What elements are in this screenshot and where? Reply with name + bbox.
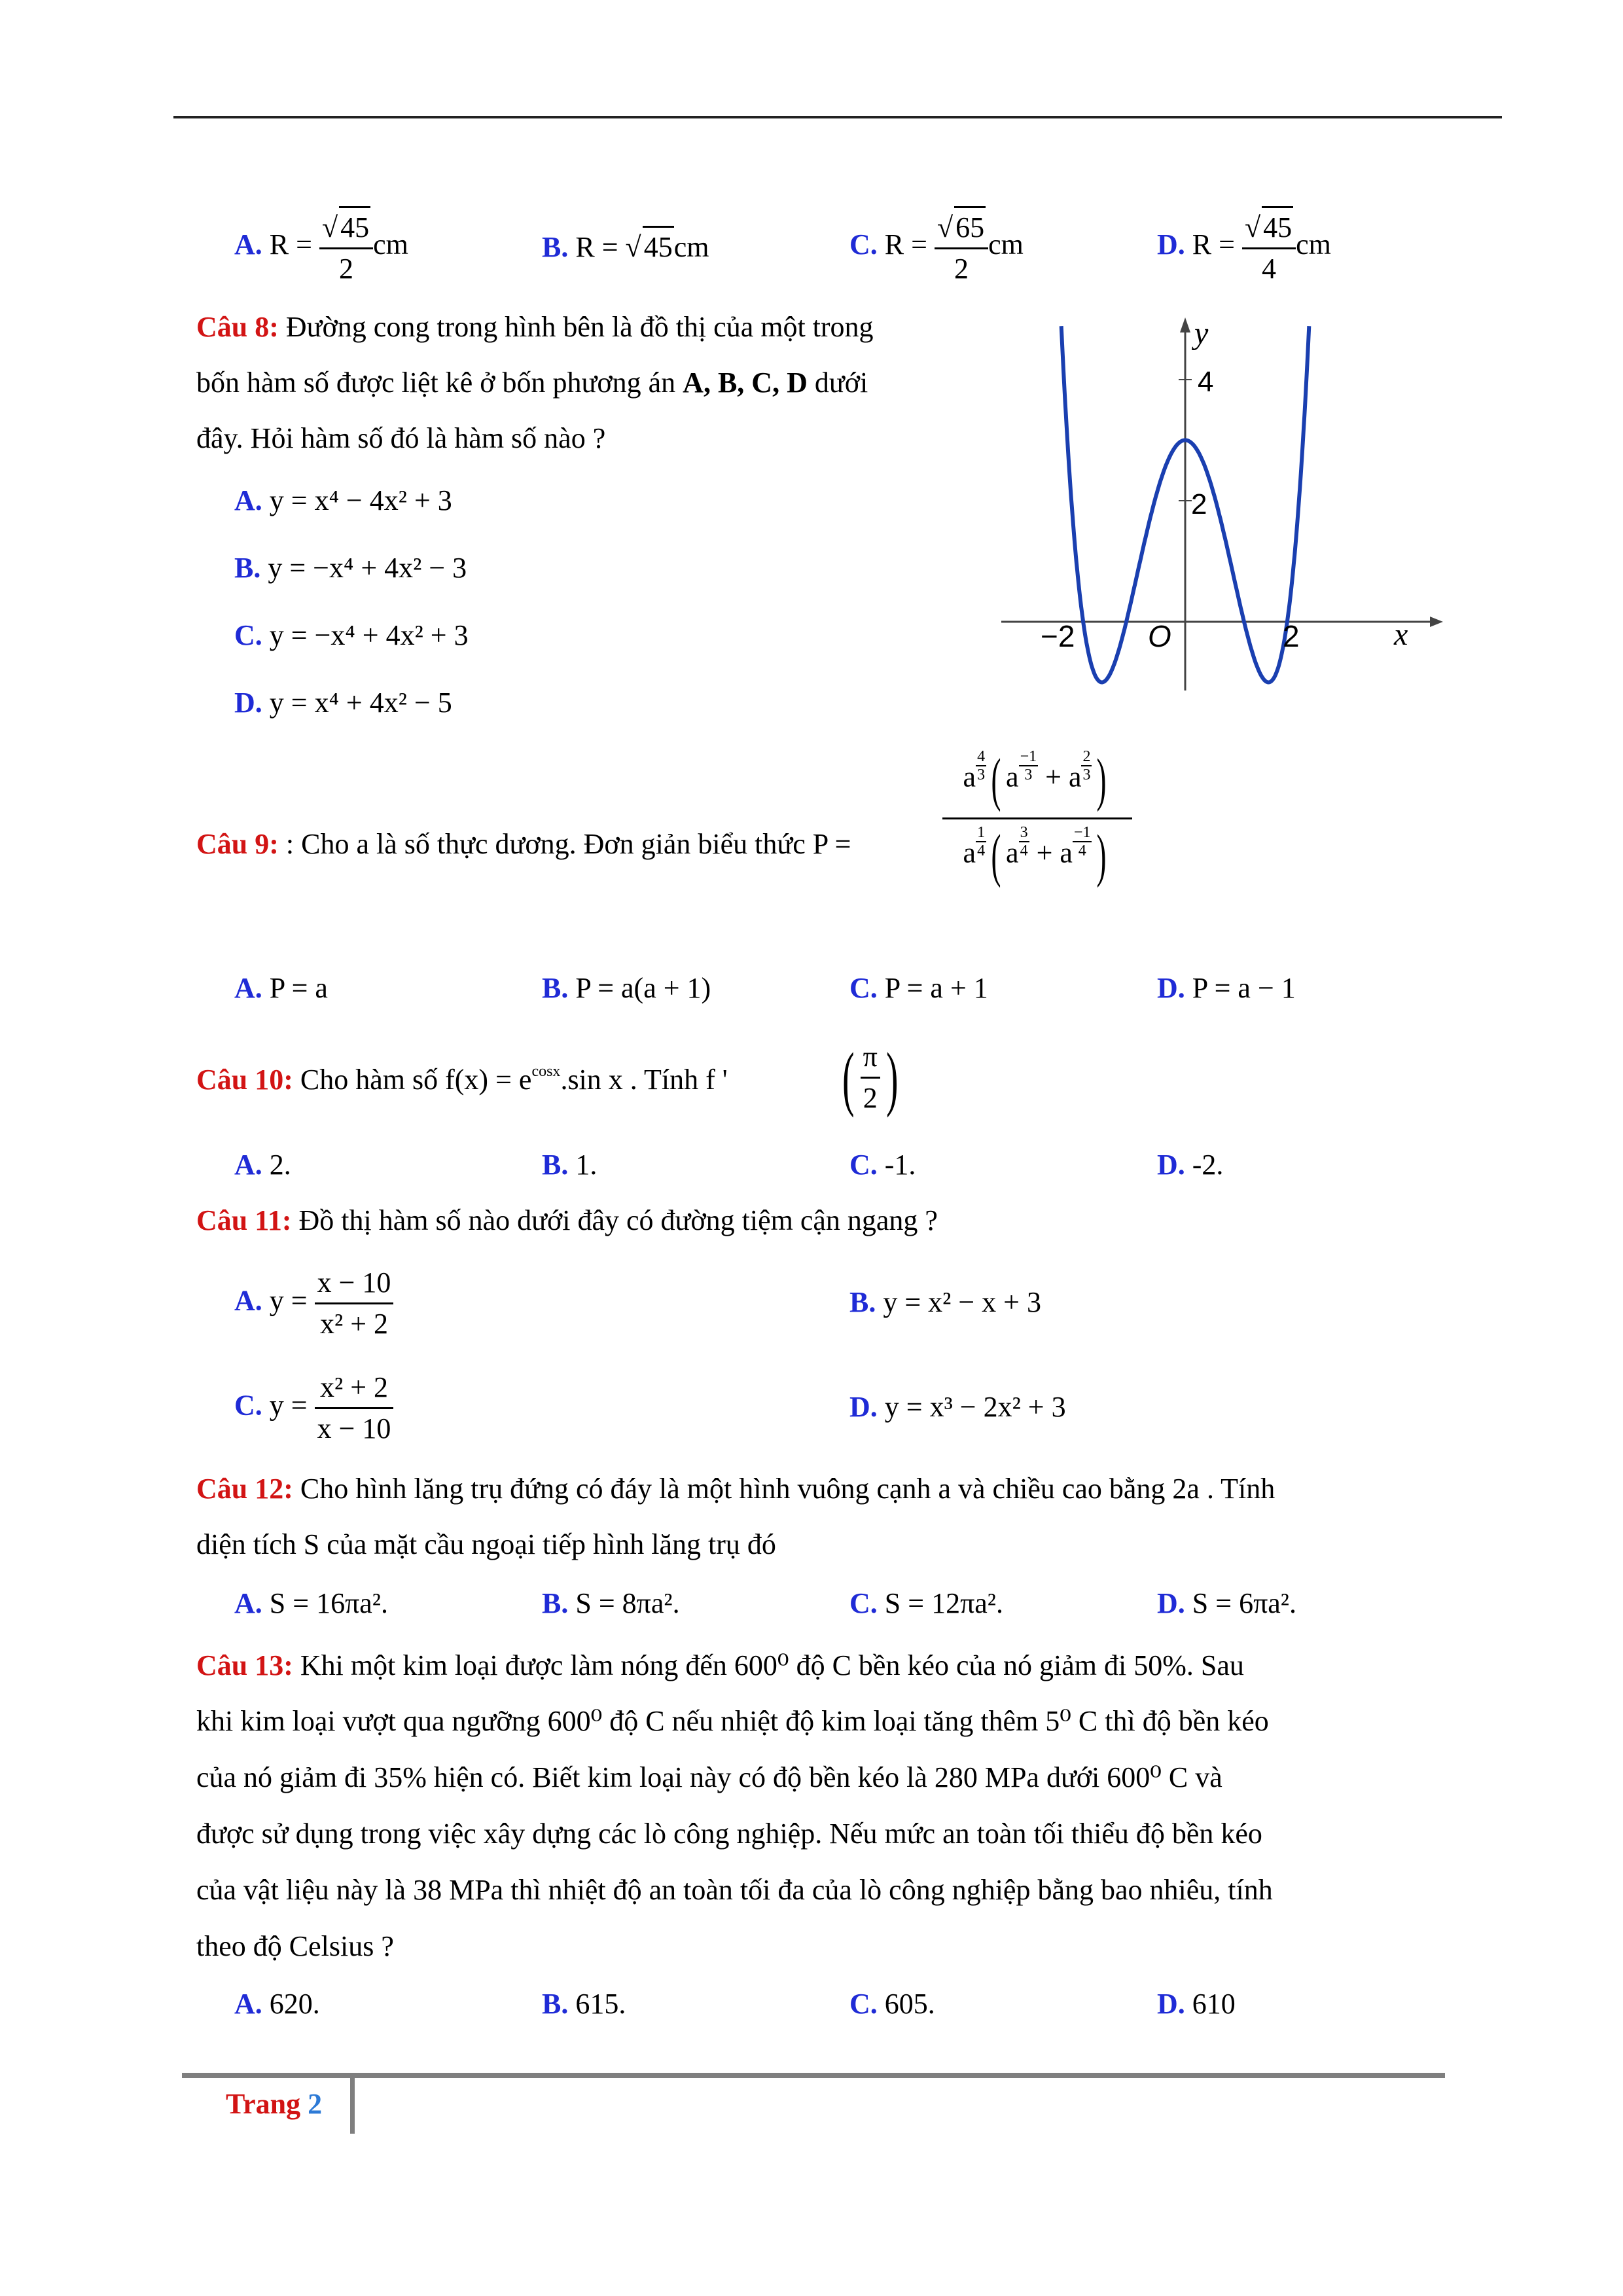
tick-label-4: 4 — [1198, 366, 1214, 398]
origin-label: O — [1148, 619, 1171, 653]
x-axis-arrow — [1430, 617, 1443, 627]
q11-text: Câu 11: Đồ thị hàm số nào dưới đây có đường tiệm cận ngang ? — [196, 1204, 938, 1236]
q11-option-c: C. y = $\frac{\text{x² + 2}}{x - 10}$ — [234, 1368, 393, 1448]
header-rule — [173, 116, 1502, 118]
q10-option-b: B. 1. — [542, 1149, 597, 1181]
q12-option-a: A. S = 16πa². — [234, 1587, 389, 1619]
q13-line5: của vật liệu này là 38 MPa thì nhiệt độ an toàn tối đa của lò công nghiệp bằng bao nhiêu, tính — [196, 1874, 1273, 1906]
tick-label-neg2: −2 — [1041, 619, 1075, 653]
q9-text: Câu 9: : Cho a là số thực dương. Đơn giản biểu thức P = — [196, 828, 851, 860]
q13-line4: được sử dụng trong việc xây dựng các lò công nghiệp. Nếu mức an toàn tối thiểu độ bền kéo — [196, 1818, 1262, 1850]
q8-option-d: D. y = x⁴ + 4x² − 5 — [234, 687, 452, 719]
q8-graph — [1001, 314, 1446, 694]
tick-label-2x: 2 — [1283, 619, 1300, 653]
q12-line1: Câu 12: Cho hình lăng trụ đứng có đáy là một hình vuông cạnh a và chiều cao bằng 2a . Tính — [196, 1473, 1275, 1505]
q12-option-d: D. S = 6πa². — [1157, 1587, 1297, 1619]
footer-rule — [182, 2073, 1445, 2078]
q7-option-a: A. R = $\frac{√45}{2}$ cm — [234, 206, 408, 289]
q7-option-b: B. R = √45cm — [542, 226, 709, 267]
q13-option-d: D. 610 — [1157, 1988, 1236, 2020]
q10-option-c: C. -1. — [849, 1149, 916, 1181]
q12-option-b: B. S = 8πa². — [542, 1587, 680, 1619]
x-axis-label: x — [1394, 617, 1408, 652]
q9-expression: a $\frac{4}{3}$ ( a $\frac{-1}{3}$ + a $\frac{2}{3}$ ) a $\frac{1}{4}$ ( a $\frac{3}{4}$ + a $\frac{-1}{4}$ ) — [942, 746, 1132, 889]
q11-option-a: A. y = $\frac{x - 10}{\text{x² + 2}}$ — [234, 1263, 393, 1344]
footer-divider — [350, 2078, 355, 2134]
q10-option-a: A. 2. — [234, 1149, 291, 1181]
q7-option-d: D. R = $\frac{√45}{4}$ cm — [1157, 206, 1331, 289]
q13-option-c: C. 605. — [849, 1988, 935, 2020]
q10-text: Câu 10: Cho hàm số $f(x) = e^{cosx}.\sin$ x . Tính f ' — [196, 1063, 728, 1096]
y-axis-label: y — [1194, 316, 1209, 351]
q8-option-b: B. y = −x⁴ + 4x² − 3 — [234, 552, 467, 584]
q11-option-d: D. y = x³ − 2x² + 3 — [849, 1391, 1066, 1423]
page-number: 2 — [308, 2088, 323, 2120]
q7-option-c: C. R = $\frac{√65}{2}$ cm — [849, 206, 1024, 289]
q9-option-c: C. P = a + 1 — [849, 972, 988, 1004]
q8-option-a: A. y = x⁴ − 4x² + 3 — [234, 484, 452, 516]
q13-line3: của nó giảm đi 35% hiện có. Biết kim loại này có độ bền kéo là 280 MPa dưới 600⁰ C và — [196, 1761, 1222, 1793]
q12-option-c: C. S = 12πa². — [849, 1587, 1004, 1619]
q8-line1: Câu 8: Đường cong trong hình bên là đồ thị của một trong — [196, 311, 874, 343]
q10-derivative-arg: ( $\frac{\pi}{2}$ ) — [842, 1037, 899, 1118]
q9-option-a: A. P = a — [234, 972, 328, 1004]
q13-line1: Câu 13: Khi một kim loại được làm nóng đến 600⁰ độ C bền kéo của nó giảm đi 50%. Sau — [196, 1649, 1244, 1681]
q10-option-d: D. -2. — [1157, 1149, 1224, 1181]
tick-label-2: 2 — [1191, 488, 1207, 520]
q13-option-a: A. 620. — [234, 1988, 320, 2020]
q8-option-c: C. y = −x⁴ + 4x² + 3 — [234, 619, 469, 651]
q8-line2: bốn hàm số được liệt kê ở bốn phương án A, B, C, D dưới — [196, 367, 868, 399]
q13-line6: theo độ Celsius ? — [196, 1930, 394, 1962]
q12-line2: diện tích S của mặt cầu ngoại tiếp hình lăng trụ đó — [196, 1528, 776, 1560]
page-footer — [226, 2085, 322, 2124]
q13-option-b: B. 615. — [542, 1988, 626, 2020]
q8-line3: đây. Hỏi hàm số đó là hàm số nào ? — [196, 422, 606, 454]
page-label: Trang — [226, 2088, 301, 2120]
q11-option-b: B. y = x² − x + 3 — [849, 1286, 1041, 1318]
y-axis-arrow — [1180, 317, 1190, 332]
q9-option-b: B. P = a(a + 1) — [542, 972, 711, 1004]
q13-line2: khi kim loại vượt qua ngưỡng 600⁰ độ C nếu nhiệt độ kim loại tăng thêm 5⁰ C thì độ bền kéo — [196, 1705, 1269, 1737]
q9-option-d: D. P = a − 1 — [1157, 972, 1296, 1004]
